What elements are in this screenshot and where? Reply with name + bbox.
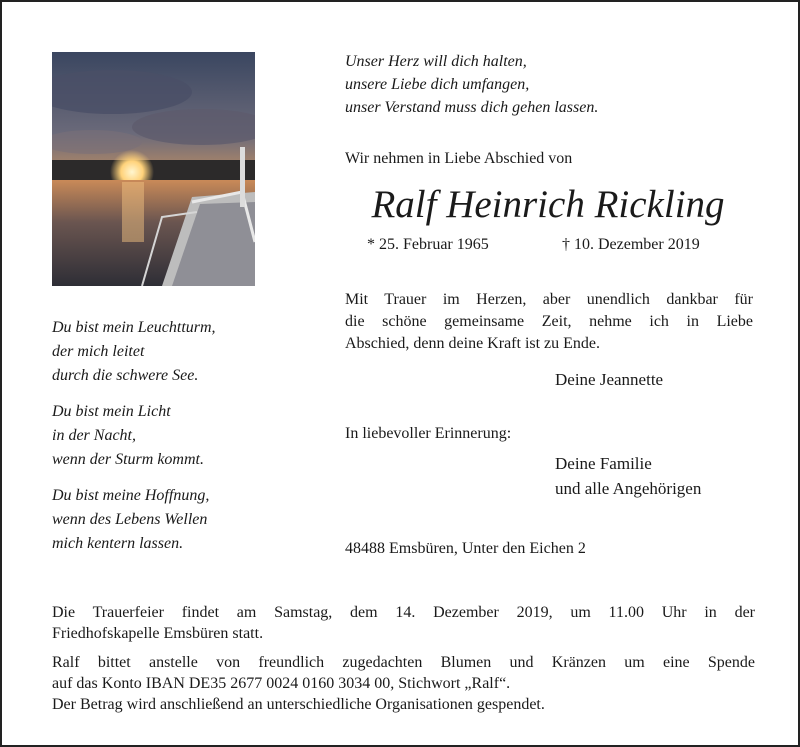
signature-line: Deine Familie [555, 454, 652, 473]
donation-line: auf das Konto IBAN DE35 2677 0024 0160 3034 00, Stichwort „Ralf“. [52, 675, 511, 692]
donation-line: Der Betrag wird anschließend an unterschiedliche Organisationen gespendet. [52, 696, 545, 713]
memory-label: In liebevoller Erinnerung: [345, 425, 512, 442]
poem-stanza [52, 316, 292, 388]
poem-line: wenn des Lebens Wellen [52, 511, 208, 528]
sunset-boat-photo-icon [52, 52, 255, 286]
motto-line: unsere Liebe dich umfangen, [345, 76, 530, 93]
donation-line: Ralf bittet anstelle von freundlich zugedachten Blumen und Kränzen um eine Spende [52, 654, 755, 671]
donation-info [52, 652, 755, 715]
poem-line: Du bist mein Licht [52, 403, 171, 420]
birth-date: * 25. Februar 1965 [367, 236, 489, 253]
poem-stanza [52, 484, 292, 556]
poem-line: wenn der Sturm kommt. [52, 451, 204, 468]
poem-line: mich kentern lassen. [52, 535, 184, 552]
poem [52, 316, 292, 568]
motto-line: unser Verstand muss dich gehen lassen. [345, 99, 599, 116]
address: 48488 Emsbüren, Unter den Eichen 2 [345, 540, 586, 557]
poem-line: in der Nacht, [52, 427, 136, 444]
motto-line: Unser Herz will dich halten, [345, 53, 527, 70]
signature-jeannette: Deine Jeannette [555, 370, 664, 389]
condolence-message [345, 289, 753, 355]
funeral-line: Die Trauerfeier findet am Samstag, dem 14. Dezember 2019, um 11.00 Uhr in der [52, 604, 755, 621]
funeral-info [52, 602, 755, 715]
poem-line: der mich leitet [52, 343, 145, 360]
signature-line: und alle Angehörigen [555, 479, 702, 498]
deceased-name: Ralf Heinrich Rickling [371, 183, 725, 226]
poem-stanza [52, 400, 292, 472]
memorial-photo [52, 52, 255, 286]
motto [345, 50, 745, 119]
poem-line: durch die schwere See. [52, 367, 199, 384]
funeral-line: Friedhofskapelle Emsbüren statt. [52, 625, 264, 642]
message-line: Mit Trauer im Herzen, aber unendlich dankbar für [345, 291, 753, 308]
poem-line: Du bist mein Leuchtturm, [52, 319, 216, 336]
message-line: Abschied, denn deine Kraft ist zu Ende. [345, 335, 601, 352]
poem-line: Du bist meine Hoffnung, [52, 487, 210, 504]
signature-family [555, 451, 701, 501]
intro-text: Wir nehmen in Liebe Abschied von [345, 150, 573, 167]
death-date: † 10. Dezember 2019 [562, 236, 700, 253]
message-line: die schöne gemeinsame Zeit, nehme ich in Liebe [345, 313, 753, 330]
